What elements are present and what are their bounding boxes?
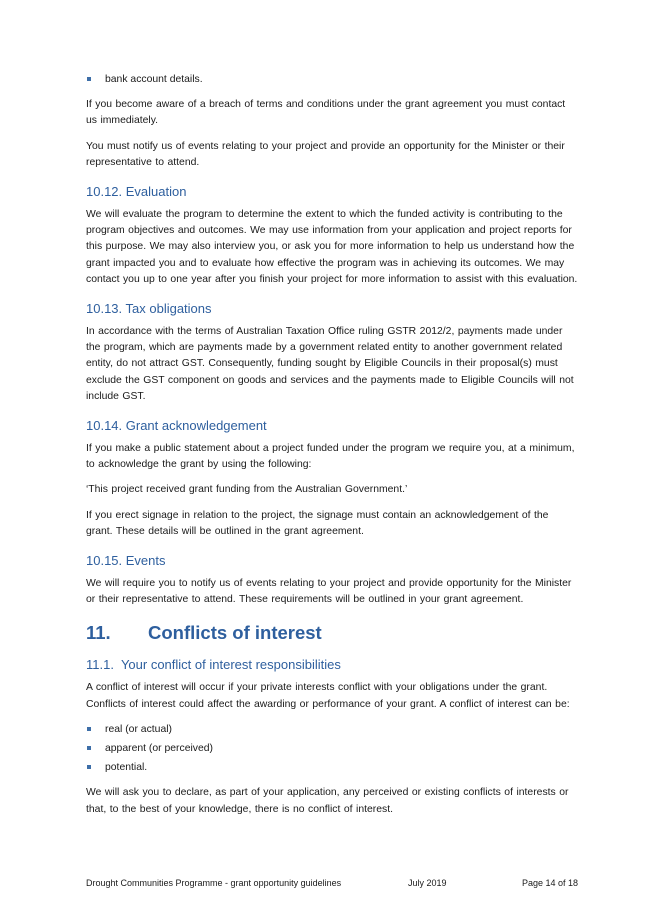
paragraph-evaluation: We will evaluate the program to determine the extent to which the funded activity is contributing to the program objectives and outcomes. We may use information from your application and project reports for this purpose. We may also interview you, or ask you for more information to help us understand how the grant impacted you and to evaluate how effective the program was in achieving its outcomes. We may contact you up to one year after you finish your project for more information to assist with this evaluation. [86,209,578,285]
bullet-list-conflict-types [86,722,578,777]
paragraph-acknowledgement-quote: ‘This project received grant funding from the Australian Government.’ [86,484,408,496]
heading-events: 10.15. Events [86,553,166,569]
footer-date: July 2019 [408,878,447,888]
subsection-number: 11.1. [86,657,114,673]
list-item [86,741,578,757]
square-bullet-icon [87,77,91,81]
subsection-title: Your conflict of interest responsibilities [120,657,341,673]
heading-grant-acknowledgement: 10.14. Grant acknowledgement [86,418,267,434]
paragraph-events-notify: You must notify us of events relating to your project and provide an opportunity for the Minister or their representative to attend. [86,140,565,168]
page-footer [86,878,578,892]
list-item-text: apparent (or perceived) [105,743,214,755]
list-item [86,722,578,738]
section-number: 11. [86,622,111,644]
square-bullet-icon [87,746,91,750]
list-item-text: bank account details. [105,74,203,85]
list-item [86,72,578,88]
bullet-list-top [86,72,578,88]
document-page [86,72,578,827]
paragraph-signage: If you erect signage in relation to the project, the signage must contain an acknowledgement of the grant. These details will be outlined in the grant agreement. [86,509,549,537]
square-bullet-icon [87,727,91,731]
section-title: Conflicts of interest [148,622,322,644]
square-bullet-icon [87,765,91,769]
footer-page-number: Page 14 of 18 [521,878,578,888]
paragraph-conflict-declare: We will ask you to declare, as part of your application, any perceived or existing conflicts of interests or that, to the best of your knowledge, there is no conflict of interest. [86,787,569,815]
heading-tax-obligations: 10.13. Tax obligations [86,301,212,317]
list-item-text: potential. [105,762,148,774]
list-item [86,760,578,776]
list-item-text: real (or actual) [105,723,172,735]
footer-document-title: Drought Communities Programme - grant opportunity guidelines [86,878,342,888]
paragraph-breach: If you become aware of a breach of terms and conditions under the grant agreement you must contact us immediately. [86,99,566,127]
heading-evaluation: 10.12. Evaluation [86,184,187,200]
heading-conflict-responsibilities [86,657,578,673]
heading-conflicts-of-interest [86,622,578,644]
paragraph-acknowledgement-intro: If you make a public statement about a project funded under the program we require you, at a minimum, to acknowledge the grant by using the following: [86,443,575,471]
paragraph-events: We will require you to notify us of events relating to your project and provide opportunity for the Minister or their representative to attend. These requirements will be outlined in your grant agreement. [86,578,572,606]
paragraph-conflict-intro: A conflict of interest will occur if your private interests conflict with your obligations under the grant. Conflicts of interest could affect the awarding or performance of your grant. A conflict of interest can be: [86,682,570,710]
paragraph-tax-obligations: In accordance with the terms of Australian Taxation Office ruling GSTR 2012/2, payments made under the program, which are payments made by a government related entity to another government related entity, do not attract GST. Consequently, funding sought by Eligible Councils in their proposal(s) must exclude the GST component on goods and services and the payments made to Eligible Councils will not include GST. [86,326,574,402]
